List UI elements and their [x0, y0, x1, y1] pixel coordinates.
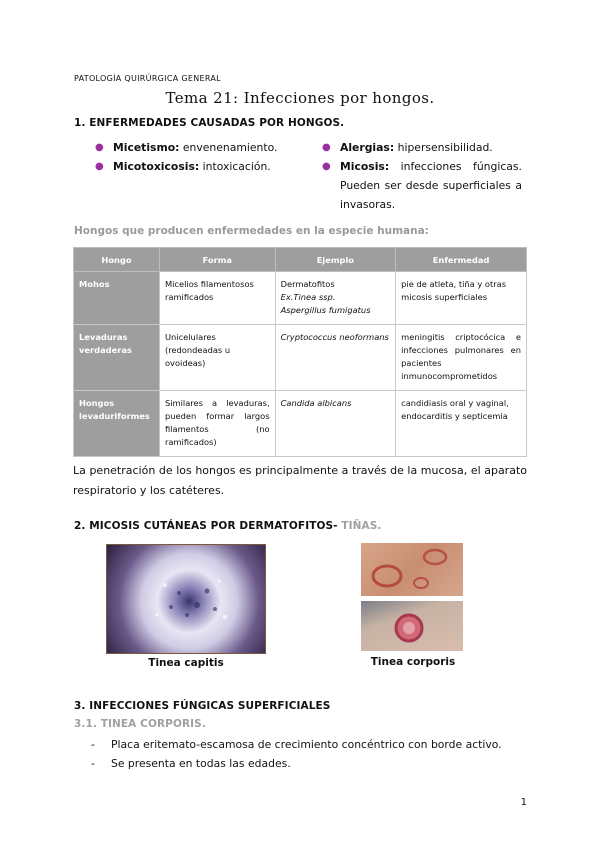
dash-bullet-icon: -	[91, 757, 95, 770]
bullet-icon: ●	[322, 161, 331, 172]
section-1-list-left	[95, 138, 295, 176]
list-item: ● Alergias: hipersensibilidad.	[322, 138, 522, 157]
scalp-lesion-graphic	[107, 545, 265, 653]
table-cell: Candida albicans	[275, 391, 396, 457]
list-item: - Placa eritemato-escamosa de crecimiento concéntrico con borde activo.	[91, 735, 531, 754]
dash-bullet-icon: -	[91, 738, 95, 751]
list-item: ● Micosis: infecciones fúngicas. Pueden ser desde superficiales a invasoras.	[322, 157, 522, 214]
table-cell: Unicelulares (redondeadas u ovoideas)	[159, 325, 275, 391]
tinea-corporis-image-top	[361, 543, 463, 596]
table-row	[74, 391, 527, 457]
body-paragraph: La penetración de los hongos es principalmente a través de la mucosa, el aparato respiratorio y los catéteres.	[73, 464, 527, 497]
table-header-row	[74, 248, 527, 272]
section-3-heading: 3. INFECCIONES FÚNGICAS SUPERFICIALES	[74, 700, 331, 712]
bullet-icon: ●	[95, 142, 104, 153]
fungi-table	[73, 247, 527, 457]
page-number: 1	[520, 797, 527, 808]
column-header: Forma	[159, 248, 275, 272]
row-header: Mohos	[74, 272, 160, 325]
section-1-heading: 1. ENFERMEDADES CAUSADAS POR HONGOS.	[74, 117, 345, 129]
tinea-corporis-image-bottom	[361, 601, 463, 651]
column-header: Hongo	[74, 248, 160, 272]
caption-tinea-capitis: Tinea capitis	[148, 657, 224, 669]
table-cell: candidiasis oral y vaginal, endocarditis y septicemia	[396, 391, 527, 457]
ring-lesion-graphic	[361, 601, 463, 651]
table-cell: Micelios filamentosos ramificados	[159, 272, 275, 325]
tinea-capitis-image	[106, 544, 266, 654]
section-2-heading: 2. MICOSIS CUTÁNEAS POR DERMATOFITOS- TIÑAS.	[74, 520, 382, 532]
table-title: Hongos que producen enfermedades en la especie humana:	[74, 225, 429, 237]
table-row	[74, 272, 527, 325]
list-item: - Se presenta en todas las edades.	[91, 754, 531, 773]
section-3-subheading: 3.1. TINEA CORPORIS.	[74, 718, 206, 730]
column-header: Ejemplo	[275, 248, 396, 272]
section-1-list-right	[322, 138, 522, 214]
table-row	[74, 325, 527, 391]
bullet-icon: ●	[95, 161, 104, 172]
bullet-icon: ●	[322, 142, 331, 153]
table-cell: Cryptococcus neoformans	[275, 325, 396, 391]
skin-lesion-graphic	[361, 543, 463, 596]
list-item: ● Micotoxicosis: intoxicación.	[95, 157, 295, 176]
caption-tinea-corporis: Tinea corporis	[370, 656, 456, 668]
row-header: Levaduras verdaderas	[74, 325, 160, 391]
table-cell: meningitis criptocócica e infecciones pulmonares en pacientes inmunocomprometidos	[396, 325, 527, 391]
table-cell: Dermatofitos Ex.Tinea ssp. Aspergillus fumigatus	[275, 272, 396, 325]
section-3-list	[91, 735, 531, 773]
page-title: Tema 21: Infecciones por hongos.	[165, 89, 435, 107]
column-header: Enfermedad	[396, 248, 527, 272]
table-cell: Similares a levaduras, pueden formar largos filamentos (no ramificados)	[159, 391, 275, 457]
table-cell: pie de atleta, tiña y otras micosis superficiales	[396, 272, 527, 325]
list-item: ● Micetismo: envenenamiento.	[95, 138, 295, 157]
row-header: Hongos levaduriformes	[74, 391, 160, 457]
document-header: PATOLOGÍA QUIRÚRGICA GENERAL	[74, 74, 221, 83]
